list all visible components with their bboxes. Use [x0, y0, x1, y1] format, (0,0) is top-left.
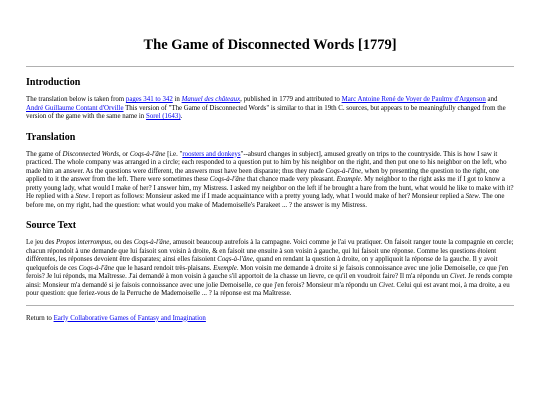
source-italic: Civet — [450, 273, 465, 280]
source-italic: Exemple — [213, 264, 237, 272]
translation-paragraph — [26, 151, 514, 211]
introduction-heading: Introduction — [26, 77, 81, 88]
translation-text: that chance made very pleasant. — [245, 176, 337, 183]
sorel-link[interactable]: Sorel (1643) — [145, 113, 181, 120]
translation-text: The game of — [26, 150, 63, 158]
source-text: , ou des — [110, 239, 134, 246]
translation-heading: Translation — [26, 131, 76, 143]
source-text: que le hasard rendoit très-plaisans. — [114, 264, 214, 272]
pages-link[interactable]: pages 341 to 342 — [125, 96, 173, 103]
translation-italic: Stew — [465, 193, 479, 200]
translation-text: [i.e. " — [165, 150, 183, 158]
intro-text: and — [485, 96, 498, 103]
translation-italic: Stew — [75, 193, 89, 200]
footer-prefix: Return to — [26, 314, 54, 322]
source-text-paragraph — [26, 239, 514, 299]
source-text: , amusoit beaucoup autrefois à la campagne. Voici comme je l'ai vu pratiquer. On faisoit ranger toute la compagnie en cercle; chacun répondoit à une demande que lui faisoit son voisin à droite, & en faisoit une ensuite à son voisin à gauche, qui lui faisoit une réponse. Comme les questions étoient différentes, les réponses devoient être disparates; ainsi elles faisoient — [26, 239, 514, 263]
intro-text: This version of "The Game of Disconnected Words" is similar to that in 19th C. sources, but appears to be meaningfully changed from the version of the game with the same name in — [26, 104, 506, 120]
return-link[interactable]: Early Collaborative Games of Fantasy and Imagination — [53, 314, 206, 322]
translation-text: . The one before me, on my right, had the question: what would you make of Mademoiselle's Parakeet ... ? the answer is my Mistress. — [26, 193, 505, 209]
translation-text: , when by presenting the question to the right, one applied to it the answer from the left. There were sometimes these — [26, 167, 500, 183]
translation-italic: Coqs-à-l'âne — [209, 176, 246, 183]
source-italic: Coqs-à-l'âne — [133, 239, 170, 246]
translation-text: "--absurd changes in subject], amused greatly on trips to the countryside. This is how I saw it practiced. The whole company was arranged in a circle; each responded to a question put to him by his neighbor on the right, and then put one to his neighbor on the left, who made him an answer. As the questions were different, the answers must have been disparate; thus they made — [26, 150, 507, 175]
intro-text: . — [180, 113, 183, 120]
manuel-des-chateaux-link[interactable]: Manuel des châteaux — [181, 96, 241, 103]
translation-text: . I report as follows: Monsieur asked me if I made acquaintance with a pretty young lady, what I would make of her? Monsieur replied a — [88, 193, 466, 200]
source-italic: Propos interrompus — [56, 239, 111, 246]
source-italic: Coqs-à-l'âne — [78, 264, 115, 272]
translation-text: . My neighbor to the right asks me if I got to know a pretty young lady, what would I make of her? I answer him, my Mistress. I asked my neighbor on the left if he brought a hare from the hunt, what would he like to make with it? He replied with a — [26, 176, 514, 200]
roosters-and-donkeys-link[interactable]: roosters and donkeys — [182, 150, 241, 158]
translation-italic: Coqs-à-l'âne — [325, 167, 362, 175]
source-text-heading: Source Text — [26, 220, 77, 231]
intro-text: , published in 1779 and attributed to — [240, 96, 342, 103]
footer-divider — [26, 305, 514, 306]
translation-italic: Coqs-à-l'âne — [129, 150, 166, 158]
source-text: . Celui qui est avant moi, à ma droite, a eu pour question: que feriez-vous de la Perruche de Mademoiselle ... ? la réponse est ma Maîtresse. — [26, 281, 510, 297]
introduction-paragraph — [26, 96, 514, 122]
source-text: , quand en rendant la question à droite, on y appliquoit la réponse de la gauche. Il y avoit quelquefois de ces — [26, 256, 498, 272]
orville-author-link[interactable]: André Guillaume Contant d'Orville — [26, 104, 124, 112]
source-italic: Coqs-à-l'âne — [217, 256, 253, 263]
translation-text: , or — [118, 150, 130, 158]
intro-text: in — [172, 96, 182, 103]
paulmy-author-link[interactable]: Marc Antoine René de Voyer de Paulmy d'Argenson — [341, 96, 486, 103]
footer — [26, 315, 514, 324]
translation-italic: Disconnected Words — [62, 150, 119, 158]
intro-text: The translation below is taken from — [26, 96, 126, 103]
source-italic: Civet — [378, 281, 394, 289]
source-text: . Mon voisin me demande à droite si je faisois connoissance avec une jolie Demoiselle, ce que j'en ferois? Je lui réponds, ma Maîtresse. J'ai demandé à mon voisin à gauche s'il apportoit de la chasse un lievre, ce qu'il en voudroit faire? Il m'a répondu un — [26, 264, 509, 280]
translation-italic: Example — [336, 176, 361, 183]
page-title: The Game of Disconnected Words [1779] — [143, 37, 397, 53]
source-text: . Je rends compte ainsi: Monsieur m'a demandé si je faisois connoissance avec une jolie Demoiselle, ce que j'en ferois? Monsieur m'a répondu un — [26, 273, 513, 289]
source-text: Le jeu des — [26, 239, 57, 246]
title-divider — [26, 66, 514, 67]
